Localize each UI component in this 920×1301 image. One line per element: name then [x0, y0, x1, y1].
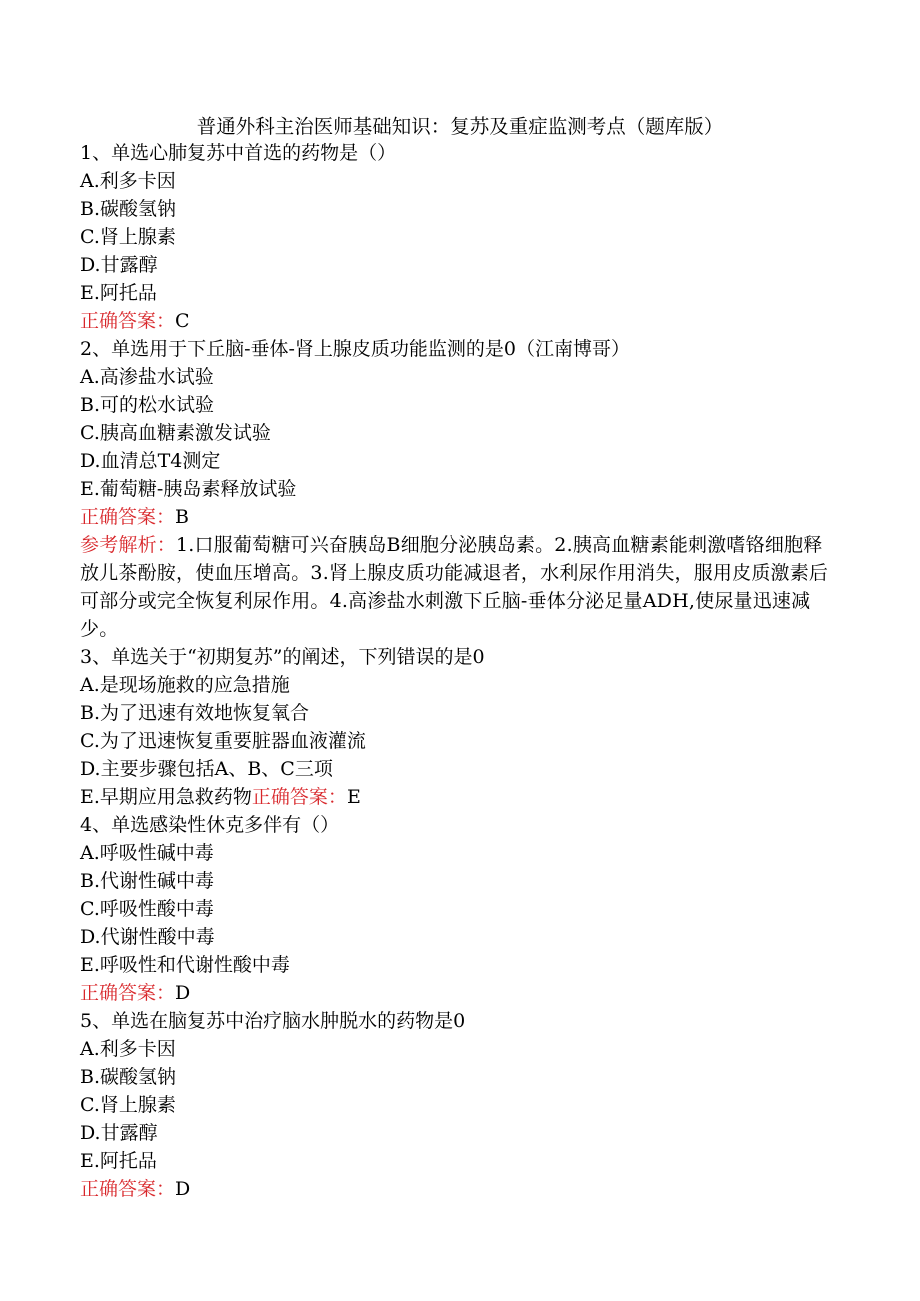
option-a: A.利多卡因 — [80, 170, 176, 192]
option-b: B.碳酸氢钠 — [80, 1066, 177, 1088]
option-a: A.是现场施救的应急措施 — [80, 674, 290, 696]
option-c: C.肾上腺素 — [80, 1094, 176, 1116]
question-1 — [80, 139, 840, 335]
answer-label: 正确答案： — [80, 506, 176, 528]
option-c: C.为了迅速恢复重要脏器血液灌流 — [80, 730, 366, 752]
question-stem: 1、单选心肺复苏中首选的药物是（） — [80, 142, 397, 164]
option-a: A.利多卡因 — [80, 1038, 176, 1060]
answer-line — [80, 1175, 840, 1203]
answer-label: 正确答案： — [80, 310, 176, 332]
option-c: C.肾上腺素 — [80, 226, 176, 248]
option-d: D.主要步骤包括A、B、C三项 — [80, 758, 333, 780]
answer-value: B — [175, 506, 189, 528]
answer-label: 正确答案： — [80, 982, 176, 1004]
answer-value: E — [346, 786, 361, 808]
option-d: D.甘露醇 — [80, 254, 158, 276]
answer-label: 正确答案： — [251, 786, 347, 808]
document-body — [80, 139, 840, 1203]
question-5 — [80, 1007, 840, 1203]
option-e: E.葡萄糖-胰岛素释放试验 — [80, 478, 297, 500]
option-a: A.高渗盐水试验 — [80, 366, 214, 388]
answer-line — [80, 979, 840, 1007]
question-stem: 2、单选用于下丘脑-垂体-肾上腺皮质功能监测的是0（江南博哥） — [80, 338, 631, 360]
question-stem: 4、单选感染性休克多伴有（） — [80, 814, 340, 836]
answer-label: 正确答案： — [80, 1178, 176, 1200]
option-e: E.阿托品 — [80, 282, 157, 304]
question-4 — [80, 811, 840, 1007]
analysis-label: 参考解析： — [80, 534, 177, 556]
option-b: B.碳酸氢钠 — [80, 198, 177, 220]
analysis-text: 1.口服葡萄糖可兴奋胰岛B细胞分泌胰岛素。2.胰高血糖素能刺激嗜铬细胞释放儿茶酚胺，使血压增高。3.肾上腺皮质功能减退者，水利尿作用消失，服用皮质激素后可部分或完全恢复利尿作用。4.高渗盐水刺激下丘脑-垂体分泌足量ADH,使尿量迅速减少。 — [80, 534, 829, 640]
option-e-with-answer — [80, 783, 840, 811]
answer-value: D — [175, 1178, 191, 1200]
option-c: C.呼吸性酸中毒 — [80, 898, 214, 920]
question-2 — [80, 335, 840, 643]
document-title: 普通外科主治医师基础知识：复苏及重症监测考点（题库版） — [196, 115, 724, 138]
option-c: C.胰高血糖素激发试验 — [80, 422, 271, 444]
option-e: E.早期应用急救药物 — [80, 786, 252, 808]
option-d: D.血清总T4测定 — [80, 450, 221, 472]
analysis-paragraph — [80, 531, 840, 643]
option-d: D.代谢性酸中毒 — [80, 926, 215, 948]
answer-line — [80, 307, 840, 335]
question-stem: 5、单选在脑复苏中治疗脑水肿脱水的药物是0 — [80, 1010, 466, 1032]
answer-line — [80, 503, 840, 531]
option-b: B.可的松水试验 — [80, 394, 215, 416]
option-e: E.呼吸性和代谢性酸中毒 — [80, 954, 290, 976]
option-a: A.呼吸性碱中毒 — [80, 842, 214, 864]
option-e: E.阿托品 — [80, 1150, 157, 1172]
option-d: D.甘露醇 — [80, 1122, 158, 1144]
question-stem: 3、单选关于“初期复苏”的阐述，下列错误的是0 — [80, 646, 485, 668]
answer-value: C — [175, 310, 190, 332]
question-3 — [80, 643, 840, 811]
option-b: B.为了迅速有效地恢复氧合 — [80, 702, 310, 724]
answer-value: D — [175, 982, 191, 1004]
option-b: B.代谢性碱中毒 — [80, 870, 215, 892]
